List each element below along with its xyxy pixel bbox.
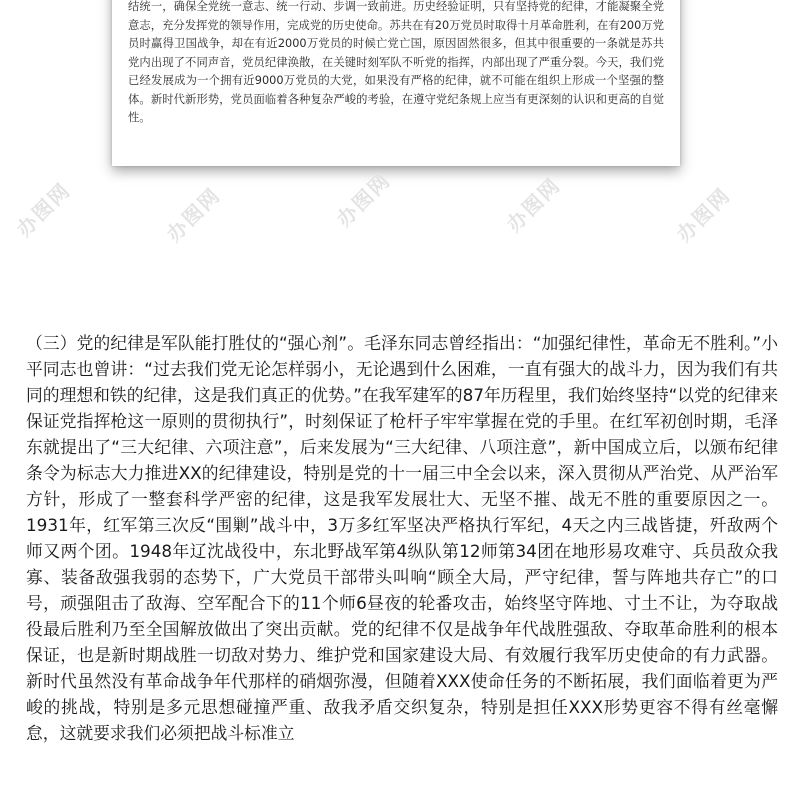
body-paragraph: （三）党的纪律是军队能打胜仗的“强心剂”。毛泽东同志曾经指出：“加强纪律性，革命无不胜利。”小平同志也曾讲：“过去我们党无论怎样弱小，无论遇到什么困难，一直有强大的战斗力，因为我们有共同的理想和铁的纪律，这是我们真正的优势。”在我军建军的87年历程里，我们始终坚持“以党的纪律来保证党指挥枪这一原则的贯彻执行”，时刻保证了枪杆子牢牢掌握在党的手里。在红军初创时期，毛泽东就提出了“三大纪律、六项注意”，后来发展为“三大纪律、八项注意”，新中国成立后，以颁布纪律条令为标志大力推进XX的纪律建设，特别是党的十一届三中全会以来，深入贯彻从严治党、从严治军方针，形成了一整套科学严密的纪律，这是我军发展壮大、无坚不摧、战无不胜的重要原因之一。1931年，红军第三次反“围剿”战斗中，3万多红军坚决严格执行军纪，4天之内三战皆捷，歼敌两个师又两个团。1948年辽沈战役中，东北野战军第4纵队第12师第34团在地形易攻难守、兵员敌众我寡、装备敌强我弱的态势下，广大党员干部带头叫响“顾全大局，严守纪律，誓与阵地共存亡”的口号，顽强阻击了敌海、空军配合下的11个师6昼夜的轮番攻击，始终坚守阵地、寸土不让，为夺取战役最后胜利乃至全国解放做出了突出贡献。党的纪律不仅是战争年代战胜强敌、夺取革命胜利的根本保证，也是新时期战胜一切敌对势力、维护党和国家建设大局、有效履行我军历史使命的有力武器。新时代虽然没有革命战争年代那样的硝烟弥漫，但随着XXX使命任务的不断拓展，我们面临着更为严峻的挑战，特别是多元思想碰撞严重、敌我矛盾交织复杂，特别是担任XXX形势更容不得有丝毫懈怠，这就要求我们必须把战斗标准立 — [26, 333, 778, 743]
watermark: 办图网 — [161, 182, 226, 247]
watermark: 办图网 — [671, 182, 736, 247]
watermark: 办图网 — [331, 167, 396, 232]
quote-card — [112, 0, 680, 166]
watermark: 办图网 — [501, 172, 566, 237]
watermark: 办图网 — [11, 177, 76, 242]
quote-card-text: 结统一，确保全党统一意志、统一行动、步调一致前进。历史经验证明，只有坚持党的纪律，才能凝聚全党意志，充分发挥党的领导作用，完成党的历史使命。苏共在有20万党员时取得十月革命胜利，在有200万党员时赢得卫国战争，却在有近2000万党员的时候亡党亡国，原因固然很多，但其中很重要的一条就是苏共党内出现了不同声音，党员纪律涣散，在关键时刻军队不听党的指挥，内部出现了严重分裂。今天，我们党已经发展成为一个拥有近9000万党员的大党，如果没有严格的纪律，就不可能在组织上形成一个坚强的整体。新时代新形势，党员面临着各种复杂严峻的考验，在遵守党纪条规上应当有更深刻的认识和更高的自觉性。 — [128, 0, 664, 124]
